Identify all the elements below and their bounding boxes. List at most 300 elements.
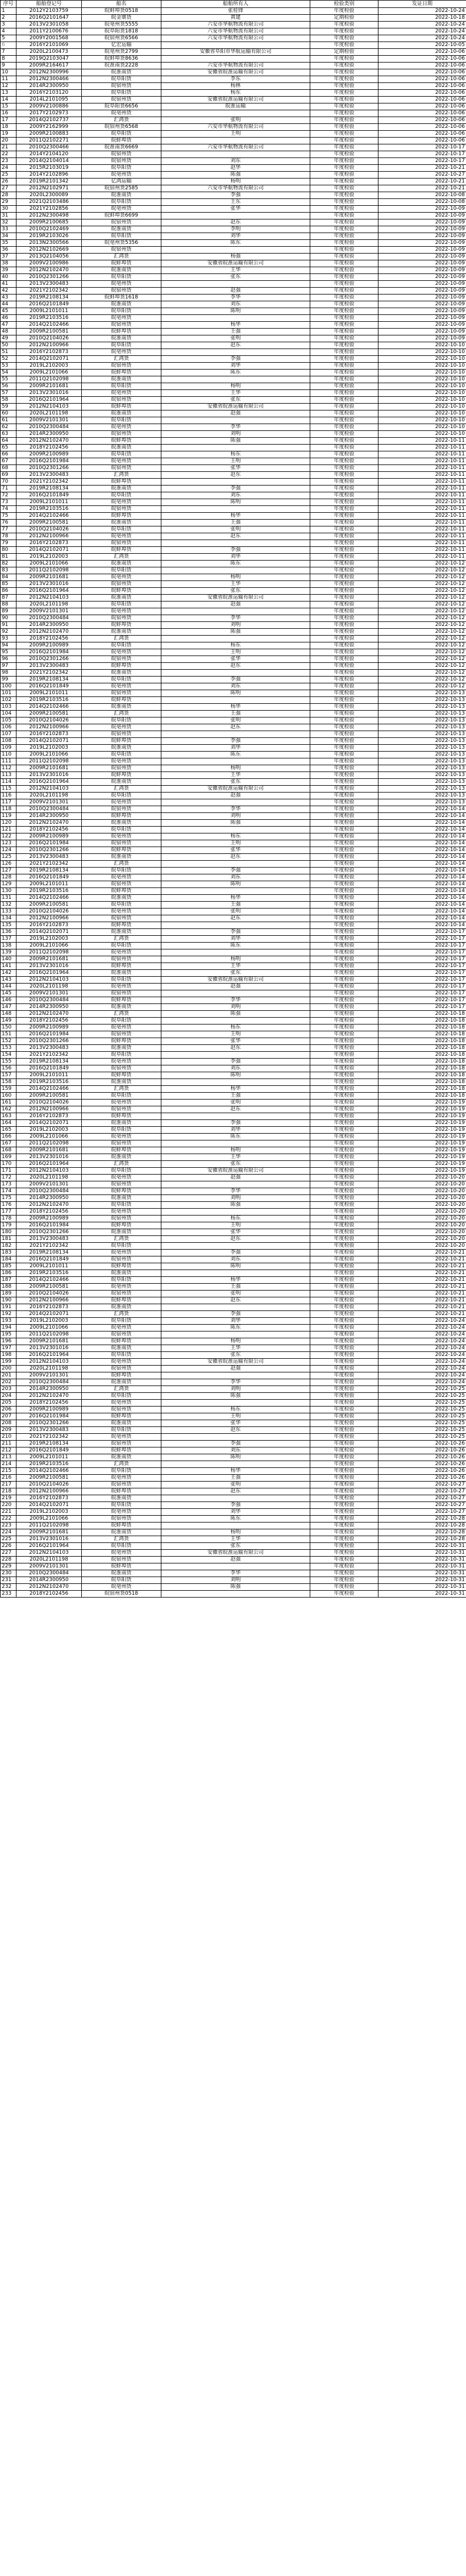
cell-ship-name: 皖蚌埠货 — [82, 547, 161, 554]
cell-inspection-type: 年度检验 — [310, 1181, 378, 1188]
cell-issue-date: 2022-10-18 — [378, 1038, 466, 1045]
cell-ship-name: 皖淮南货 — [82, 1154, 161, 1161]
cell-ship-name: 皖阜阳货 — [82, 451, 161, 458]
cell-serial: 131 — [1, 895, 16, 902]
cell-ship-name: 皖宿州货 — [82, 990, 161, 997]
cell-inspection-type: 年度检验 — [310, 1393, 378, 1400]
cell-serial: 76 — [1, 520, 16, 526]
table-row — [1, 260, 466, 267]
cell-ship-name: 汇鸿货 — [82, 861, 161, 868]
cell-serial: 1 — [1, 8, 16, 15]
cell-ship-name: 皖宿州货 — [82, 1407, 161, 1413]
table-row — [1, 1209, 466, 1216]
cell-ship-name: 皖亳州货 — [82, 1509, 161, 1516]
cell-serial: 104 — [1, 711, 16, 717]
cell-owner: 六安市华航物流有限公司 — [161, 124, 310, 131]
cell-serial: 208 — [1, 1420, 16, 1427]
cell-serial: 224 — [1, 1529, 16, 1536]
cell-issue-date: 2022-10-18 — [378, 1065, 466, 1072]
cell-issue-date: 2022-10-12 — [378, 608, 466, 615]
cell-ship-name: 皖淮南货 — [82, 520, 161, 526]
cell-issue-date: 2022-10-06 — [378, 90, 466, 97]
cell-serial: 232 — [1, 1584, 16, 1591]
cell-owner: 王明 — [161, 840, 310, 847]
cell-serial: 99 — [1, 677, 16, 683]
cell-serial: 127 — [1, 868, 16, 874]
cell-owner: 李强 — [161, 738, 310, 745]
cell-issue-date: 2022-10-11 — [378, 533, 466, 540]
table-row — [1, 63, 466, 69]
table-row — [1, 1093, 466, 1100]
cell-serial: 37 — [1, 254, 16, 260]
cell-owner: 张东 — [161, 397, 310, 404]
cell-serial: 122 — [1, 833, 16, 840]
cell-inspection-type: 年度检验 — [310, 342, 378, 349]
cell-owner — [161, 1331, 310, 1338]
cell-issue-date: 2022-10-09 — [378, 247, 466, 254]
cell-owner — [161, 827, 310, 833]
cell-issue-date: 2022-10-24 — [378, 1338, 466, 1345]
cell-serial: 67 — [1, 458, 16, 465]
cell-serial: 93 — [1, 636, 16, 642]
table-row — [1, 199, 466, 206]
cell-registration-no: 2018Y2102456 — [16, 636, 82, 642]
cell-registration-no: 2009L2101011 — [16, 690, 82, 697]
cell-issue-date: 2022-10-06 — [378, 110, 466, 117]
col-header-registration-no: 船舶登记号 — [16, 1, 82, 8]
cell-owner: 张明 — [161, 335, 310, 342]
cell-owner: 杨华 — [161, 704, 310, 711]
cell-issue-date: 2022-10-26 — [378, 1461, 466, 1468]
cell-registration-no: 2014R2300950 — [16, 1004, 82, 1011]
cell-ship-name: 皖阜阳货 — [82, 308, 161, 315]
cell-registration-no: 2014Y2104120 — [16, 151, 82, 158]
cell-owner: 赵强 — [161, 1175, 310, 1181]
cell-serial: 82 — [1, 561, 16, 567]
cell-owner: 张东 — [161, 970, 310, 977]
cell-ship-name: 皖阜阳货 — [82, 1243, 161, 1250]
cell-serial: 98 — [1, 670, 16, 677]
cell-issue-date: 2022-10-19 — [378, 1161, 466, 1168]
cell-serial: 8 — [1, 56, 16, 63]
table-row — [1, 410, 466, 417]
cell-issue-date: 2022-10-14 — [378, 868, 466, 874]
cell-serial: 157 — [1, 1072, 16, 1079]
table-row — [1, 1523, 466, 1529]
cell-owner — [161, 1304, 310, 1311]
cell-owner — [161, 731, 310, 738]
cell-registration-no: 2014Q2102466 — [16, 1086, 82, 1093]
cell-inspection-type: 年度检验 — [310, 1072, 378, 1079]
cell-registration-no: 2016Y2102873 — [16, 1113, 82, 1120]
cell-ship-name: 皖亳州货 — [82, 574, 161, 581]
table-row — [1, 213, 466, 219]
table-row — [1, 520, 466, 526]
cell-registration-no: 2009L2101066 — [16, 752, 82, 758]
cell-registration-no: 2019L2102003 — [16, 1509, 82, 1516]
cell-serial: 184 — [1, 1256, 16, 1263]
cell-owner: 刘华 — [161, 745, 310, 752]
table-row — [1, 131, 466, 138]
cell-issue-date: 2022-10-12 — [378, 670, 466, 677]
cell-ship-name: 亿宏运输 — [82, 42, 161, 49]
cell-owner: 杨明 — [161, 1338, 310, 1345]
cell-owner: 刘华 — [161, 1509, 310, 1516]
cell-issue-date: 2022-10-06 — [378, 131, 466, 138]
cell-registration-no: 2020L2101198 — [16, 984, 82, 990]
cell-serial: 30 — [1, 206, 16, 213]
cell-serial: 160 — [1, 1093, 16, 1100]
cell-inspection-type: 年度检验 — [310, 1366, 378, 1372]
cell-inspection-type: 年度检验 — [310, 1018, 378, 1024]
table-row — [1, 588, 466, 595]
cell-inspection-type: 年度检验 — [310, 984, 378, 990]
cell-inspection-type: 年度检验 — [310, 151, 378, 158]
cell-registration-no: 2010Q2104026 — [16, 1100, 82, 1106]
cell-serial: 58 — [1, 397, 16, 404]
cell-inspection-type: 年度检验 — [310, 308, 378, 315]
cell-owner — [161, 479, 310, 486]
cell-registration-no: 2014Q2102737 — [16, 117, 82, 124]
table-row — [1, 1557, 466, 1563]
cell-owner: 杨强 — [161, 254, 310, 260]
cell-issue-date: 2022-10-20 — [378, 1216, 466, 1222]
cell-owner: 张华 — [161, 847, 310, 854]
cell-issue-date: 2022-10-13 — [378, 745, 466, 752]
cell-registration-no: 2019R2108134 — [16, 677, 82, 683]
cell-inspection-type: 年度检验 — [310, 226, 378, 233]
table-row — [1, 1216, 466, 1222]
cell-issue-date: 2022-10-25 — [378, 1400, 466, 1407]
cell-issue-date: 2022-10-11 — [378, 499, 466, 506]
cell-registration-no: 2016Q2101984 — [16, 1413, 82, 1420]
cell-inspection-type: 年度检验 — [310, 1038, 378, 1045]
cell-issue-date: 2022-10-14 — [378, 922, 466, 929]
cell-ship-name: 皖亳州货 — [82, 390, 161, 397]
cell-registration-no: 2019R2103516 — [16, 1079, 82, 1086]
cell-issue-date: 2022-10-13 — [378, 690, 466, 697]
cell-ship-name: 皖宿州货 — [82, 881, 161, 888]
cell-inspection-type: 年度检验 — [310, 1168, 378, 1175]
cell-owner: 杨明 — [161, 1529, 310, 1536]
table-row — [1, 1168, 466, 1175]
cell-inspection-type: 年度检验 — [310, 526, 378, 533]
cell-inspection-type: 年度检验 — [310, 970, 378, 977]
cell-issue-date: 2022-10-17 — [378, 956, 466, 963]
table-row — [1, 267, 466, 274]
cell-registration-no: 2009L2101066 — [16, 943, 82, 949]
cell-registration-no: 2013Q2104056 — [16, 254, 82, 260]
cell-owner: 王强 — [161, 711, 310, 717]
cell-inspection-type: 年度检验 — [310, 827, 378, 833]
cell-serial: 148 — [1, 1011, 16, 1018]
cell-issue-date: 2022-10-09 — [378, 206, 466, 213]
cell-owner: 安徽省皖淮运输有限公司 — [161, 786, 310, 793]
cell-issue-date: 2022-10-14 — [378, 902, 466, 909]
cell-registration-no: 2020L2101198 — [16, 1557, 82, 1563]
cell-issue-date: 2022-10-21 — [378, 1304, 466, 1311]
cell-inspection-type: 年度检验 — [310, 397, 378, 404]
cell-inspection-type: 年度检验 — [310, 929, 378, 936]
table-row — [1, 806, 466, 813]
cell-registration-no: 2009R2100685 — [16, 219, 82, 226]
cell-owner: 刘华 — [161, 1318, 310, 1325]
table-row — [1, 349, 466, 356]
cell-owner: 陈明 — [161, 308, 310, 315]
cell-issue-date: 2022-10-12 — [378, 581, 466, 588]
cell-ship-name: 皖蚌埠货 — [82, 1413, 161, 1420]
cell-issue-date: 2022-10-09 — [378, 335, 466, 342]
cell-inspection-type: 年度检验 — [310, 752, 378, 758]
cell-issue-date: 2022-10-09 — [378, 329, 466, 335]
cell-inspection-type: 年度检验 — [310, 670, 378, 677]
cell-registration-no: 2014Q2102071 — [16, 929, 82, 936]
cell-serial: 145 — [1, 990, 16, 997]
cell-owner — [161, 1113, 310, 1120]
cell-registration-no: 2016Q2101849 — [16, 874, 82, 881]
cell-ship-name: 皖亳州货 — [82, 315, 161, 322]
cell-inspection-type: 年度检验 — [310, 301, 378, 308]
cell-ship-name: 皖蚌埠货 — [82, 1113, 161, 1120]
cell-owner: 六安市华航物流有限公司 — [161, 63, 310, 69]
cell-ship-name: 皖亳州货5356 — [82, 240, 161, 247]
table-row — [1, 731, 466, 738]
cell-inspection-type: 年度检验 — [310, 1345, 378, 1352]
cell-issue-date: 2022-10-11 — [378, 451, 466, 458]
table-row — [1, 486, 466, 492]
cell-issue-date: 2022-10-10 — [378, 356, 466, 363]
cell-serial: 88 — [1, 602, 16, 608]
cell-owner — [161, 1209, 310, 1216]
cell-owner: 李强 — [161, 1441, 310, 1447]
cell-issue-date: 2022-10-17 — [378, 949, 466, 956]
table-row — [1, 56, 466, 63]
cell-inspection-type: 年度检验 — [310, 1113, 378, 1120]
cell-issue-date: 2022-10-17 — [378, 963, 466, 970]
cell-registration-no: 2016Y2102873 — [16, 349, 82, 356]
cell-inspection-type: 年度检验 — [310, 1209, 378, 1216]
table-row — [1, 1284, 466, 1291]
table-row — [1, 308, 466, 315]
cell-owner: 王强 — [161, 329, 310, 335]
cell-registration-no: 2019R2103516 — [16, 1461, 82, 1468]
cell-ship-name: 皖阜阳货 — [82, 526, 161, 533]
table-row — [1, 458, 466, 465]
cell-issue-date: 2022-10-06 — [378, 49, 466, 56]
cell-owner — [161, 1243, 310, 1250]
cell-issue-date: 2022-10-26 — [378, 1454, 466, 1461]
cell-inspection-type: 年度检验 — [310, 513, 378, 520]
cell-serial: 201 — [1, 1372, 16, 1379]
cell-registration-no: 2013V2300483 — [16, 663, 82, 670]
table-row — [1, 206, 466, 213]
cell-serial: 45 — [1, 308, 16, 315]
cell-inspection-type: 年度检验 — [310, 185, 378, 192]
cell-registration-no: 2012N2300498 — [16, 213, 82, 219]
cell-issue-date: 2022-10-06 — [378, 117, 466, 124]
table-row — [1, 1079, 466, 1086]
cell-inspection-type: 年度检验 — [310, 97, 378, 103]
cell-issue-date: 2022-10-11 — [378, 540, 466, 547]
cell-issue-date: 2022-10-13 — [378, 793, 466, 799]
cell-inspection-type: 年度检验 — [310, 42, 378, 49]
cell-registration-no: 2020L2101198 — [16, 793, 82, 799]
cell-issue-date: 2022-10-10 — [378, 363, 466, 370]
cell-owner — [161, 151, 310, 158]
cell-ship-name: 皖宿州货 — [82, 1031, 161, 1038]
table-row — [1, 165, 466, 172]
cell-ship-name: 皖亳州货 — [82, 1209, 161, 1216]
cell-ship-name: 皖亳州货 — [82, 1100, 161, 1106]
cell-issue-date: 2022-10-24 — [378, 1379, 466, 1386]
cell-serial: 23 — [1, 158, 16, 165]
cell-registration-no: 2012N2102470 — [16, 629, 82, 636]
cell-inspection-type: 年度检验 — [310, 1461, 378, 1468]
table-row — [1, 1106, 466, 1113]
cell-owner: 张华 — [161, 1229, 310, 1236]
cell-inspection-type: 年度检验 — [310, 895, 378, 902]
table-row — [1, 35, 466, 42]
cell-serial: 179 — [1, 1222, 16, 1229]
cell-inspection-type: 年度检验 — [310, 267, 378, 274]
cell-serial: 198 — [1, 1352, 16, 1359]
cell-registration-no: 2019R2103516 — [16, 1270, 82, 1277]
cell-issue-date: 2022-10-25 — [378, 1407, 466, 1413]
cell-ship-name: 皖蚌埠货 — [82, 772, 161, 779]
cell-issue-date: 2022-10-11 — [378, 472, 466, 479]
table-row — [1, 813, 466, 820]
cell-owner: 刘华 — [161, 936, 310, 943]
cell-owner — [161, 1523, 310, 1529]
cell-issue-date: 2022-10-11 — [378, 438, 466, 445]
cell-owner — [161, 567, 310, 574]
cell-issue-date: 2022-10-05 — [378, 42, 466, 49]
cell-owner: 六安市华航物流有限公司 — [161, 35, 310, 42]
table-row — [1, 642, 466, 649]
cell-owner — [161, 949, 310, 956]
cell-registration-no: 2019R2101342 — [16, 179, 82, 185]
cell-ship-name: 皖淮南货 — [82, 69, 161, 76]
cell-serial: 49 — [1, 335, 16, 342]
cell-ship-name: 皖宿州货 — [82, 840, 161, 847]
cell-owner — [161, 138, 310, 144]
cell-issue-date: 2022-10-24 — [378, 1372, 466, 1379]
cell-serial: 219 — [1, 1495, 16, 1502]
cell-serial: 105 — [1, 717, 16, 724]
cell-owner — [161, 1563, 310, 1570]
table-row — [1, 1072, 466, 1079]
cell-inspection-type: 年度检验 — [310, 1304, 378, 1311]
cell-ship-name: 皖宿州货 — [82, 1065, 161, 1072]
cell-issue-date: 2022-10-18 — [378, 1059, 466, 1065]
cell-owner: 刘华 — [161, 554, 310, 561]
table-row — [1, 1100, 466, 1106]
cell-serial: 48 — [1, 329, 16, 335]
cell-issue-date: 2022-10-10 — [378, 404, 466, 410]
table-row — [1, 172, 466, 179]
cell-issue-date: 2022-10-09 — [378, 322, 466, 329]
cell-owner — [161, 1052, 310, 1059]
cell-inspection-type: 年度检验 — [310, 445, 378, 451]
cell-inspection-type: 年度检验 — [310, 704, 378, 711]
cell-owner: 刘东 — [161, 683, 310, 690]
cell-ship-name: 皖蚌埠货 — [82, 1263, 161, 1270]
cell-inspection-type: 年度检验 — [310, 165, 378, 172]
cell-inspection-type: 年度检验 — [310, 1031, 378, 1038]
cell-inspection-type: 年度检验 — [310, 1331, 378, 1338]
cell-registration-no: 2012N2300996 — [16, 69, 82, 76]
cell-issue-date: 2022-10-13 — [378, 758, 466, 765]
cell-serial: 165 — [1, 1127, 16, 1134]
table-row — [1, 1277, 466, 1284]
cell-issue-date: 2022-10-13 — [378, 711, 466, 717]
cell-owner: 王明 — [161, 131, 310, 138]
cell-serial: 199 — [1, 1359, 16, 1366]
cell-owner: 杨华 — [161, 1277, 310, 1284]
cell-issue-date: 2022-10-24 — [378, 28, 466, 35]
cell-registration-no: 2009V2100986 — [16, 260, 82, 267]
cell-registration-no: 2019Q2103047 — [16, 56, 82, 63]
cell-inspection-type: 年度检验 — [310, 1441, 378, 1447]
cell-registration-no: 2013V2301058 — [16, 22, 82, 28]
cell-ship-name: 皖宿州货 — [82, 765, 161, 772]
table-row — [1, 1482, 466, 1488]
cell-inspection-type: 年度检验 — [310, 711, 378, 717]
cell-ship-name: 皖蚌埠货 — [82, 438, 161, 445]
cell-serial: 200 — [1, 1366, 16, 1372]
cell-issue-date: 2022-10-06 — [378, 83, 466, 90]
cell-ship-name: 皖宿州货 — [82, 1181, 161, 1188]
cell-inspection-type: 年度检验 — [310, 561, 378, 567]
table-row — [1, 1222, 466, 1229]
cell-ship-name: 皖阜阳货 — [82, 677, 161, 683]
cell-inspection-type: 年度检验 — [310, 717, 378, 724]
cell-serial: 129 — [1, 881, 16, 888]
table-row — [1, 240, 466, 247]
cell-inspection-type: 年度检验 — [310, 1011, 378, 1018]
table-row — [1, 786, 466, 793]
cell-inspection-type: 年度检验 — [310, 22, 378, 28]
cell-issue-date: 2022-10-10 — [378, 424, 466, 431]
table-row — [1, 561, 466, 567]
cell-serial: 116 — [1, 793, 16, 799]
cell-serial: 150 — [1, 1024, 16, 1031]
cell-serial: 123 — [1, 840, 16, 847]
cell-serial: 171 — [1, 1168, 16, 1175]
cell-inspection-type: 年度检验 — [310, 1256, 378, 1263]
cell-inspection-type: 年度检验 — [310, 1468, 378, 1475]
cell-ship-name: 汇鸿货 — [82, 472, 161, 479]
cell-serial: 3 — [1, 22, 16, 28]
cell-ship-name: 皖亳州货 — [82, 683, 161, 690]
cell-registration-no: 2010Q2300484 — [16, 997, 82, 1004]
cell-owner — [161, 1372, 310, 1379]
cell-owner: 赵东 — [161, 1236, 310, 1243]
cell-issue-date: 2022-10-19 — [378, 1127, 466, 1134]
cell-registration-no: 2010Q2300484 — [16, 806, 82, 813]
cell-issue-date: 2022-10-18 — [378, 1052, 466, 1059]
cell-registration-no: 2009V2101301 — [16, 990, 82, 997]
cell-registration-no: 2018Y2102456 — [16, 827, 82, 833]
cell-owner — [161, 376, 310, 383]
table-row — [1, 690, 466, 697]
cell-owner — [161, 349, 310, 356]
cell-issue-date: 2022-10-17 — [378, 936, 466, 943]
cell-owner: 刘明 — [161, 1577, 310, 1584]
cell-ship-name: 皖宿州货 — [82, 656, 161, 663]
cell-issue-date: 2022-10-14 — [378, 895, 466, 902]
cell-issue-date: 2022-10-06 — [378, 138, 466, 144]
